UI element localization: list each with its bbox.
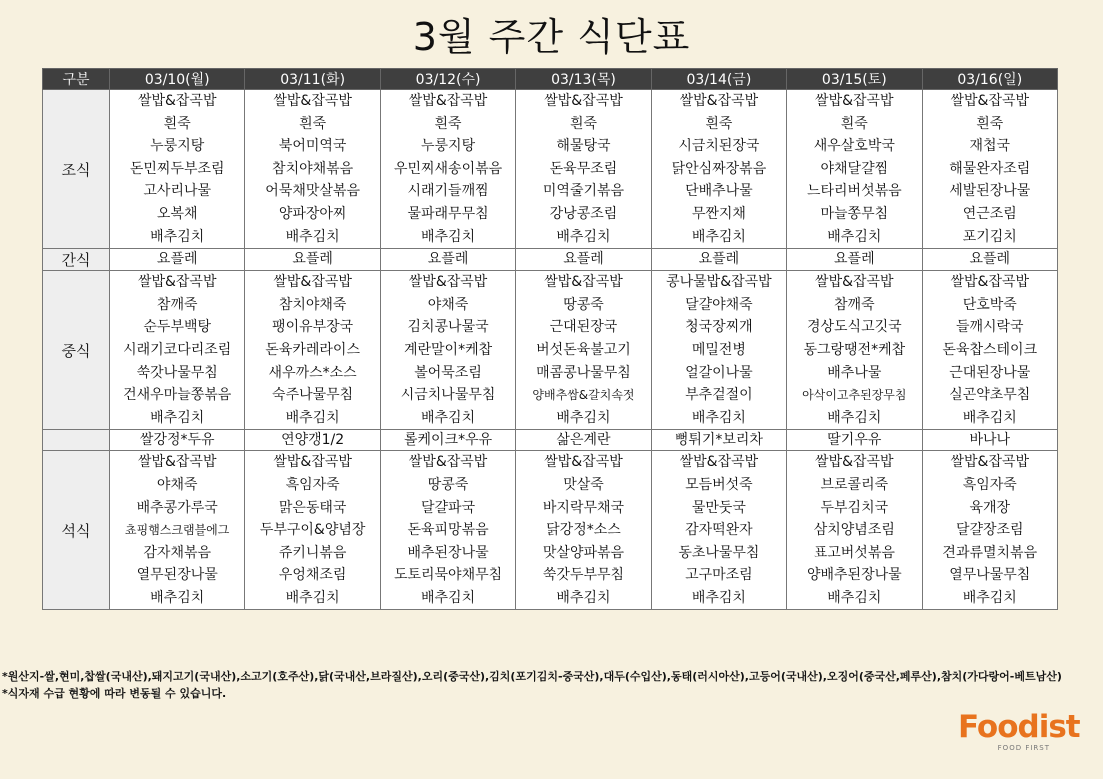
- menu-item: 흑임자죽: [962, 476, 1017, 493]
- menu-item: 배추김치: [421, 589, 476, 606]
- meal-label: 석식: [43, 451, 110, 610]
- menu-cell: [380, 249, 515, 271]
- menu-item: 계란말이*케찹: [403, 341, 493, 358]
- menu-cell: [380, 430, 515, 451]
- menu-item: 고사리나물: [143, 183, 212, 200]
- menu-item: 볼어묵조림: [414, 364, 482, 381]
- menu-cell: [110, 249, 245, 271]
- menu-item: 시금치된장국: [678, 138, 760, 155]
- menu-item: 요플레: [292, 251, 333, 268]
- menu-item: 누룽지탕: [150, 138, 205, 155]
- menu-item: 흰죽: [569, 115, 597, 132]
- lunch-row: [43, 271, 1058, 430]
- menu-item: 롤케이크*우유: [403, 432, 493, 449]
- menu-item: 배추김치: [827, 228, 882, 245]
- menu-item: 실곤약초무침: [949, 387, 1031, 404]
- menu-item: 배추김치: [962, 589, 1017, 606]
- menu-item: 부추겉절이: [685, 387, 753, 404]
- menu-item: 배추김치: [962, 409, 1017, 426]
- menu-item: 육개장: [969, 499, 1011, 516]
- menu-cell: [787, 90, 922, 249]
- menu-item: 고구마조림: [685, 567, 753, 584]
- menu-item: 요플레: [156, 251, 198, 268]
- menu-item: 두부구이&양념장: [259, 522, 366, 539]
- foodist-logo: [958, 709, 1080, 760]
- menu-item: 양배추된장나물: [806, 567, 902, 584]
- menu-item: 새우살호박국: [813, 138, 895, 155]
- menu-item: 배추김치: [150, 228, 205, 245]
- menu-item: 근대된장나물: [949, 364, 1031, 381]
- menu-item: 배추김치: [285, 589, 340, 606]
- menu-item: 배추김치: [827, 589, 882, 606]
- menu-item: 단호박죽: [962, 296, 1017, 313]
- menu-item: 참치야채죽: [278, 296, 347, 313]
- menu-cell: [651, 451, 786, 610]
- snack-row: [43, 249, 1058, 271]
- menu-item: 배추김치: [421, 409, 476, 426]
- menu-cell: [651, 271, 786, 430]
- menu-item: 배추콩가루국: [136, 499, 218, 516]
- menu-cell: [787, 249, 922, 271]
- menu-item: 삼치양념조림: [813, 522, 895, 539]
- menu-item: 쌀밥&잡곡밥: [679, 93, 759, 109]
- header-day: 03/14(금): [651, 69, 786, 90]
- menu-cell: [651, 430, 786, 451]
- menu-cell: [651, 249, 786, 271]
- menu-cell: [110, 90, 245, 249]
- menu-item: 흰죽: [163, 115, 191, 132]
- menu-item: 배추김치: [421, 228, 476, 245]
- menu-item: 숙주나물무침: [272, 387, 354, 404]
- menu-item: 참깨죽: [156, 296, 198, 313]
- menu-item: 배추나물: [827, 364, 882, 381]
- menu-item: 견과류멸치볶음: [942, 544, 1038, 561]
- menu-item: 브로콜리죽: [820, 476, 889, 493]
- menu-cell: [245, 451, 380, 610]
- menu-item: 경상도식고깃국: [806, 319, 902, 336]
- menu-item: 쌀밥&잡곡밥: [408, 274, 488, 291]
- menu-item: 들깨시락국: [955, 319, 1024, 336]
- meal-label: 간식: [43, 249, 110, 271]
- menu-cell: [516, 271, 651, 430]
- menu-item: 달걀장조림: [955, 522, 1024, 539]
- menu-item: 물만둣국: [691, 499, 746, 516]
- menu-cell: [922, 90, 1057, 249]
- menu-item: 요플레: [834, 251, 875, 268]
- menu-item: 마늘쫑무침: [820, 205, 889, 222]
- menu-item: 매콤콩나물무침: [536, 364, 631, 381]
- header-day: 03/15(토): [787, 69, 922, 90]
- menu-item: 흰죽: [299, 115, 327, 132]
- menu-item: 북어미역국: [278, 138, 347, 155]
- menu-item: 바나나: [969, 432, 1011, 449]
- breakfast-row: [43, 90, 1058, 249]
- menu-item: 시래기코다리조림: [123, 341, 232, 358]
- menu-item: 세발된장나물: [949, 183, 1031, 200]
- header-day: 03/11(화): [245, 69, 380, 90]
- menu-item: 배추김치: [150, 409, 205, 426]
- menu-item: 참깨죽: [834, 296, 875, 313]
- menu-item: 쌀강정*두유: [139, 432, 215, 449]
- menu-item: 버섯돈육불고기: [536, 341, 631, 358]
- origin-note: *원산지-쌀,현미,찹쌀(국내산),돼지고기(국내산),소고기(호주산),닭(국내산,브라질산),오리(중국산),김치(포기김치-중국산),대두(수입산),동태(러시아산),고등어(국내산),오징어(중국산,페루산),참치(가다랑어-베트남산): [2, 670, 1062, 683]
- menu-cell: [922, 249, 1057, 271]
- menu-item: 흰죽: [976, 115, 1004, 132]
- menu-item: 쌀밥&잡곡밥: [544, 93, 623, 109]
- menu-item: 배추김치: [691, 228, 746, 245]
- menu-item: 메밀전병: [691, 341, 746, 358]
- change-note: *식자재 수급 현황에 따라 변동될 수 있습니다.: [2, 687, 227, 700]
- menu-item: 미역줄기볶음: [542, 183, 625, 200]
- menu-cell: [245, 249, 380, 271]
- menu-item: 돈민찌두부조림: [129, 160, 225, 177]
- menu-item: 닭안심짜장볶음: [671, 160, 767, 177]
- menu-item: 포기김치: [962, 228, 1017, 245]
- header-category: 구분: [43, 69, 110, 90]
- header-row: [43, 69, 1058, 90]
- menu-item: 요플레: [563, 251, 604, 268]
- menu-cell: [110, 430, 245, 451]
- menu-item: 흰죽: [434, 115, 462, 132]
- menu-item: 김치콩나물국: [407, 319, 489, 336]
- menu-item: 야채달걀찜: [820, 160, 889, 177]
- menu-cell: [245, 271, 380, 430]
- menu-item: 열무된장나물: [136, 567, 218, 584]
- menu-item: 얼갈이나물: [685, 364, 753, 381]
- lunch-extra-row: [43, 430, 1058, 451]
- menu-item: 쌀밥&잡곡밥: [815, 454, 894, 471]
- menu-item: 단배추나물: [685, 183, 753, 200]
- menu-item: 어묵채맛살볶음: [265, 183, 360, 200]
- menu-cell: [922, 451, 1057, 610]
- weekly-menu-table: [42, 68, 1058, 610]
- page-title: 3월 주간 식단표: [412, 15, 691, 59]
- menu-item: 바지락무채국: [542, 499, 625, 516]
- menu-item: 흰죽: [705, 115, 733, 132]
- menu-item: 오복채: [156, 205, 198, 222]
- menu-item: 건새우마늘쫑볶음: [123, 387, 232, 404]
- menu-cell: [245, 430, 380, 451]
- menu-item: 뻥튀기*보리차: [674, 432, 763, 449]
- menu-item: 삶은계란: [556, 432, 611, 449]
- menu-item: 닭강정*소스: [546, 522, 621, 539]
- menu-item: 쥬키니볶음: [278, 544, 347, 561]
- menu-item: 연근조림: [962, 205, 1017, 222]
- menu-cell: [516, 451, 651, 610]
- menu-item: 쌀밥&잡곡밥: [544, 274, 623, 291]
- menu-item: 우엉채조림: [278, 567, 347, 584]
- menu-item: 쌀밥&잡곡밥: [815, 274, 894, 291]
- menu-item: 야채죽: [156, 476, 198, 493]
- menu-item: 우민찌새송이볶음: [393, 160, 503, 177]
- menu-item: 시금치나물무침: [400, 387, 496, 404]
- menu-item: 누룽지탕: [421, 138, 476, 155]
- meal-label: [43, 430, 110, 451]
- menu-item: 새우까스*소스: [268, 364, 357, 381]
- menu-item: 딸기우유: [827, 432, 882, 449]
- menu-item: 열무나물무침: [949, 567, 1031, 584]
- menu-item: 요플레: [427, 251, 469, 268]
- menu-item: 강낭콩조림: [549, 205, 618, 222]
- menu-item: 쑥갓나물무침: [136, 364, 218, 381]
- menu-item: 배추김치: [827, 409, 882, 426]
- menu-item: 동초나물무침: [678, 544, 760, 561]
- header-day: 03/16(일): [922, 69, 1057, 90]
- menu-item: 배추김치: [285, 228, 340, 245]
- menu-item: 돈육피망볶음: [407, 522, 489, 539]
- header-day: 03/12(수): [380, 69, 515, 90]
- menu-item: 동그랑땡전*케찹: [803, 341, 906, 358]
- menu-item: 요플레: [969, 251, 1011, 268]
- menu-item: 땅콩죽: [563, 296, 604, 313]
- menu-item: 맛살양파볶음: [542, 544, 625, 561]
- menu-item: 요플레: [698, 251, 740, 268]
- menu-item: 연양갱1/2: [281, 432, 345, 449]
- menu-item: 쌀밥&잡곡밥: [273, 454, 352, 471]
- menu-item: 배추김치: [556, 409, 611, 426]
- menu-item: 물파래무무침: [407, 205, 489, 222]
- menu-item: 쌀밥&잡곡밥: [950, 93, 1030, 109]
- menu-item: 배추된장나물: [407, 544, 489, 561]
- menu-item: 근대된장국: [549, 319, 618, 336]
- menu-cell: [787, 451, 922, 610]
- menu-item: 흑임자죽: [285, 476, 340, 493]
- menu-item: 해물완자조림: [949, 160, 1031, 177]
- header-day: 03/13(목): [516, 69, 651, 90]
- menu-item: 돈육찹스테이크: [942, 341, 1038, 358]
- menu-item: 맛살죽: [563, 476, 604, 493]
- menu-item: 배추김치: [285, 409, 340, 426]
- menu-item: 쌀밥&잡곡밥: [137, 93, 217, 109]
- menu-item: 돈육카레라이스: [265, 341, 360, 358]
- notes: [2, 668, 1062, 702]
- menu-item: 쵸핑햄스크램블에그: [125, 523, 230, 538]
- menu-item: 감자떡완자: [685, 522, 753, 539]
- menu-item: 쌀밥&잡곡밥: [544, 454, 623, 471]
- menu-item: 표고버섯볶음: [813, 544, 895, 561]
- menu-item: 도토리묵야채무침: [393, 567, 503, 584]
- menu-item: 콩나물밥&잡곡밥: [666, 274, 772, 291]
- menu-cell: [651, 90, 786, 249]
- menu-item: 순두부백탕: [143, 319, 212, 336]
- menu-item: 양파장아찌: [278, 205, 347, 222]
- menu-cell: [380, 271, 515, 430]
- menu-item: 돈육무조림: [549, 160, 618, 177]
- menu-cell: [922, 430, 1057, 451]
- menu-item: 맑은동태국: [278, 499, 347, 516]
- menu-item: 땅콩죽: [427, 476, 469, 493]
- menu-item: 배추김치: [556, 589, 611, 606]
- menu-cell: [516, 249, 651, 271]
- meal-label: 조식: [43, 90, 110, 249]
- menu-item: 쌀밥&잡곡밥: [408, 93, 488, 109]
- menu-item: 쌀밥&잡곡밥: [273, 93, 352, 109]
- menu-item: 쌀밥&잡곡밥: [950, 454, 1030, 471]
- menu-item: 배추김치: [150, 589, 205, 606]
- menu-item: 야채죽: [427, 296, 469, 313]
- menu-item: 쌀밥&잡곡밥: [679, 454, 759, 471]
- menu-cell: [516, 90, 651, 249]
- menu-item: 배추김치: [691, 589, 746, 606]
- menu-item: 쌀밥&잡곡밥: [137, 274, 217, 291]
- menu-item: 양배추쌈&갈치속젓: [532, 388, 635, 403]
- menu-item: 시래기들깨찜: [407, 183, 489, 200]
- menu-item: 모듬버섯죽: [685, 476, 753, 493]
- menu-item: 감자채볶음: [143, 544, 212, 561]
- menu-cell: [922, 271, 1057, 430]
- menu-cell: [110, 451, 245, 610]
- menu-item: 쑥갓두부무침: [542, 567, 625, 584]
- logo-wordmark: Foodist: [958, 709, 1080, 745]
- menu-item: 팽이유부장국: [272, 319, 354, 336]
- menu-cell: [380, 451, 515, 610]
- menu-cell: [787, 430, 922, 451]
- menu-item: 느타리버섯볶음: [806, 183, 902, 200]
- menu-item: 흰죽: [840, 115, 868, 132]
- menu-item: 청국장찌개: [685, 319, 753, 336]
- meal-label: 중식: [43, 271, 110, 430]
- menu-item: 참치야채볶음: [272, 160, 354, 177]
- menu-item: 배추김치: [556, 228, 611, 245]
- menu-item: 쌀밥&잡곡밥: [273, 274, 352, 291]
- dinner-row: [43, 451, 1058, 610]
- menu-item: 아삭이고추된장무침: [802, 388, 907, 403]
- menu-item: 두부김치국: [820, 499, 889, 516]
- menu-item: 달걀파국: [421, 499, 476, 516]
- menu-cell: [380, 90, 515, 249]
- menu-item: 쌀밥&잡곡밥: [137, 454, 217, 471]
- menu-item: 쌀밥&잡곡밥: [815, 93, 894, 109]
- header-day: 03/10(월): [110, 69, 245, 90]
- menu-item: 해물탕국: [556, 138, 611, 155]
- menu-item: 쌀밥&잡곡밥: [950, 274, 1030, 291]
- menu-item: 달걀야채죽: [685, 296, 753, 313]
- menu-item: 쌀밥&잡곡밥: [408, 454, 488, 471]
- menu-item: 무짠지채: [691, 205, 746, 222]
- menu-cell: [110, 271, 245, 430]
- menu-cell: [516, 430, 651, 451]
- menu-item: 배추김치: [691, 409, 746, 426]
- logo-tagline: FOOD FIRST: [997, 744, 1050, 752]
- menu-cell: [245, 90, 380, 249]
- menu-item: 재첩국: [969, 138, 1011, 155]
- menu-cell: [787, 271, 922, 430]
